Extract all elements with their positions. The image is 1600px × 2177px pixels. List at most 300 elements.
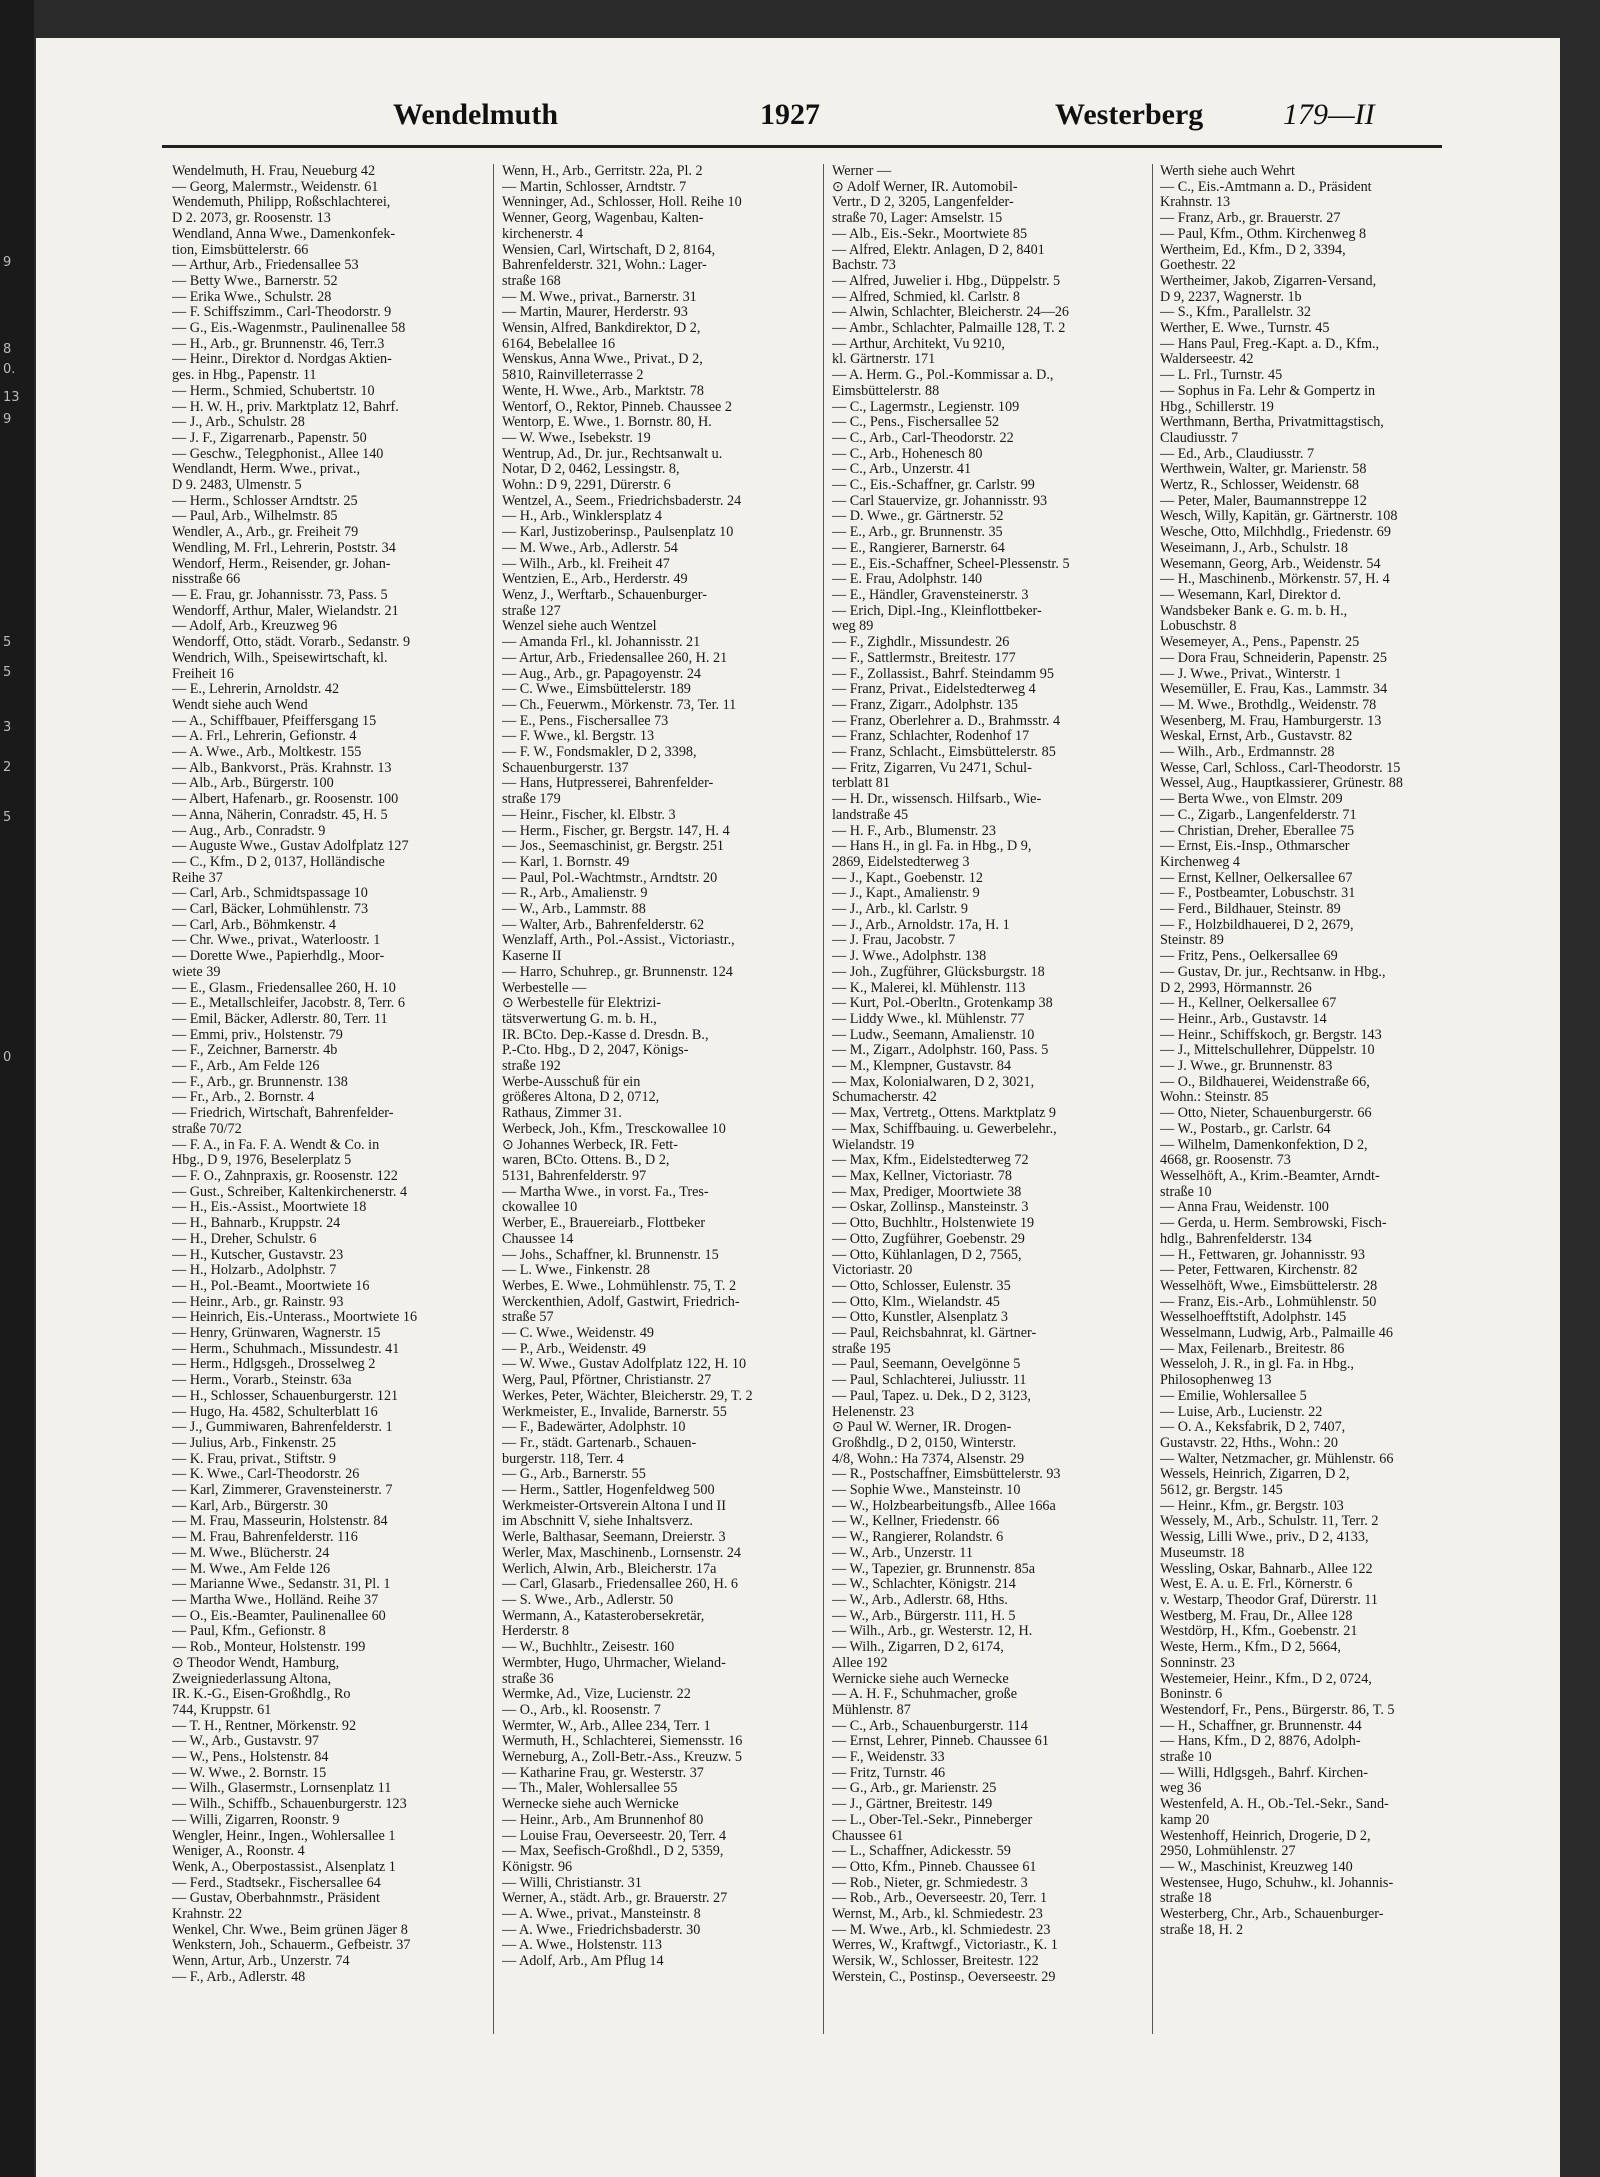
directory-entry-line: — F., Arb., Am Felde 126: [172, 1059, 320, 1075]
directory-entry-line: Wersik, W., Schlosser, Breitestr. 122: [832, 1954, 1039, 1970]
directory-entry-line: Großhdlg., D 2, 0150, Winterstr.: [832, 1435, 1016, 1451]
directory-entry-line: Hbg., D 9, 1976, Beselerplatz 5: [172, 1153, 352, 1169]
directory-entry-line: — Henry, Grünwaren, Wagnerstr. 15: [172, 1326, 381, 1342]
directory-entry-line: — J. F., Zigarrenarb., Papenstr. 50: [172, 430, 367, 446]
directory-entry-line: Wessels, Heinrich, Zigarren, D 2,: [1160, 1467, 1350, 1483]
directory-column-4: [1160, 164, 1475, 2034]
directory-entry-line: Weniger, A., Roonstr. 4: [172, 1844, 305, 1860]
directory-entry-line: — Max, Kolonialwaren, D 2, 3021,: [832, 1074, 1035, 1090]
directory-entry-line: — Alfred, Juwelier i. Hbg., Düppelstr. 5: [832, 273, 1061, 289]
directory-entry-line: — S. Wwe., Arb., Adlerstr. 50: [502, 1592, 674, 1608]
directory-entry-line: Werkes, Peter, Wächter, Bleicherstr. 29, T. 2: [502, 1388, 753, 1404]
directory-entry-line: P.-Cto. Hbg., D 2, 2047, Königs-: [502, 1043, 689, 1059]
directory-entry-line: — Geschw., Telegphonist., Allee 140: [172, 446, 384, 462]
directory-entry-line: — M. Wwe., privat., Barnerstr. 31: [502, 289, 697, 305]
directory-entry-line: — K., Malerei, kl. Mühlenstr. 113: [832, 980, 1026, 996]
directory-entry-line: Werkmeister, E., Invalide, Barnerstr. 55: [502, 1404, 727, 1420]
directory-entry-line: Wenzlaff, Arth., Pol.-Assist., Victoriastr.,: [502, 933, 735, 949]
directory-entry-line: — W., Arb., Adlerstr. 68, Hths.: [832, 1592, 1008, 1608]
directory-entry-line: — L., Schaffner, Adickesstr. 59: [832, 1844, 1011, 1860]
directory-entry-line: Wengler, Heinr., Ingen., Wohlersallee 1: [172, 1828, 396, 1844]
directory-entry-line: — M. Wwe., Arb., kl. Schmiedestr. 23: [832, 1922, 1051, 1938]
directory-entry-line: straße 57: [502, 1310, 554, 1326]
directory-entry-line: — Max, Kellner, Victoriastr. 78: [832, 1169, 1012, 1184]
directory-entry-line: — W., Arb., Bürgerstr. 111, H. 5: [832, 1608, 1016, 1624]
directory-entry-line: D 2. 2073, gr. Roosenstr. 13: [172, 211, 331, 227]
directory-entry-line: — Max, Seefisch-Großhdl., D 2, 5359,: [502, 1844, 724, 1860]
directory-entry-line: straße 10: [1160, 1184, 1212, 1200]
directory-entry-line: — A. Frl., Lehrerin, Gefionstr. 4: [172, 729, 357, 745]
directory-entry-line: Wente, H. Wwe., Arb., Marktstr. 78: [502, 383, 704, 399]
directory-entry-line: — Paul, Schlachterei, Juliusstr. 11: [832, 1373, 1027, 1389]
directory-entry-line: — Jos., Seemaschinist, gr. Bergstr. 251: [502, 839, 725, 855]
directory-entry-line: — E., Rangierer, Barnerstr. 64: [832, 540, 1005, 556]
directory-entry-line: — E., Arb., gr. Brunnenstr. 35: [832, 525, 1003, 541]
directory-entry-line: — G., Arb., gr. Marienstr. 25: [832, 1781, 997, 1797]
directory-entry-line: — Emmi, priv., Holstenstr. 79: [172, 1027, 343, 1043]
directory-entry-line: — A. Wwe., Holstenstr. 113: [502, 1938, 662, 1954]
directory-entry-line: straße 192: [502, 1059, 561, 1075]
spine-mark: 2: [3, 760, 12, 775]
directory-entry-line: — J., Arb., Schulstr. 28: [172, 415, 305, 431]
directory-entry-line: Kaserne II: [502, 949, 562, 965]
directory-entry-line: — H., Kutscher, Gustavstr. 23: [172, 1247, 344, 1263]
directory-entry-line: Wessig, Lilli Wwe., priv., D 2, 4133,: [1160, 1530, 1369, 1546]
directory-entry-line: — L. Wwe., Finkenstr. 28: [502, 1263, 650, 1279]
directory-entry-line: — M., Klempner, Gustavstr. 84: [832, 1059, 1012, 1075]
directory-entry-line: — Rob., Nieter, gr. Schmiedestr. 3: [832, 1875, 1028, 1891]
header-rule: [162, 145, 1442, 148]
directory-entry-line: Wensin, Alfred, Bankdirektor, D 2,: [502, 321, 701, 337]
directory-entry-line: Weskal, Ernst, Arb., Gustavstr. 82: [1160, 729, 1353, 745]
directory-entry-line: Werkmeister-Ortsverein Altona I und II: [502, 1498, 726, 1514]
directory-entry-line: — A. Wwe., Arb., Moltkestr. 155: [172, 745, 362, 761]
directory-entry-line: — Martha Wwe., Holländ. Reihe 37: [172, 1592, 379, 1608]
directory-entry-line: Reihe 37: [172, 870, 223, 886]
directory-entry-line: Werner, A., städt. Arb., gr. Brauerstr. 27: [502, 1891, 728, 1907]
directory-entry-line: — Franz, Arb., gr. Brauerstr. 27: [1160, 211, 1341, 227]
directory-entry-line: Schauenburgerstr. 137: [502, 760, 629, 776]
directory-entry-line: D 2, 2993, Hörmannstr. 26: [1160, 980, 1312, 996]
directory-entry-line: — Friedrich, Wirtschaft, Bahrenfelder-: [172, 1106, 394, 1122]
directory-entry-line: — F., Sattlermstr., Breitestr. 177: [832, 650, 1016, 666]
directory-entry-line: Wesselhöft, Wwe., Eimsbüttelerstr. 28: [1160, 1278, 1378, 1294]
directory-entry-line: — Herm., Sattler, Hogenfeldweg 500: [502, 1483, 715, 1499]
directory-entry-line: — M. Wwe., Am Felde 126: [172, 1561, 331, 1577]
directory-entry-line: Wermter, W., Arb., Allee 234, Terr. 1: [502, 1718, 711, 1734]
directory-entry-line: Wessely, M., Arb., Schulstr. 11, Terr. 2: [1160, 1514, 1379, 1530]
directory-entry-line: — K. Frau, privat., Stiftstr. 9: [172, 1451, 336, 1467]
directory-entry-line: — Arthur, Arb., Friedensallee 53: [172, 258, 359, 274]
directory-entry-line: ckowallee 10: [502, 1200, 578, 1216]
directory-entry-line: Wenskus, Anna Wwe., Privat., D 2,: [502, 352, 703, 368]
directory-entry-line: Wermke, Ad., Vize, Lucienstr. 22: [502, 1687, 691, 1703]
directory-entry-line: — Georg, Malermstr., Weidenstr. 61: [172, 179, 379, 195]
directory-entry-line: — J., Arb., kl. Carlstr. 9: [832, 902, 968, 918]
directory-entry-line: Werber, E., Brauereiarb., Flottbeker: [502, 1216, 706, 1232]
directory-entry-line: — T. H., Rentner, Mörkenstr. 92: [172, 1718, 357, 1734]
directory-entry-line: Boninstr. 6: [1160, 1687, 1223, 1703]
header-last-entry: Westerberg: [1055, 98, 1204, 131]
directory-entry-line: — Herm., Fischer, gr. Bergstr. 147, H. 4: [502, 823, 730, 839]
directory-entry-line: Helenenstr. 23: [832, 1404, 914, 1420]
directory-entry-line: — E., Glasm., Friedensallee 260, H. 10: [172, 980, 396, 996]
directory-entry-line: — Walter, Arb., Bahrenfelderstr. 62: [502, 917, 705, 933]
directory-entry-line: — Rob., Monteur, Holstenstr. 199: [172, 1640, 366, 1656]
directory-entry-line: — Louise Frau, Oeverseestr. 20, Terr. 4: [502, 1828, 727, 1844]
directory-entry-line: — Artur, Arb., Friedensallee 260, H. 21: [502, 650, 728, 666]
directory-entry-line: tätsverwertung G. m. b. H.,: [502, 1011, 657, 1027]
directory-entry-line: — J. Frau, Jacobstr. 7: [832, 933, 956, 949]
directory-entry-line: 5612, gr. Bergstr. 145: [1160, 1483, 1283, 1499]
directory-entry-line: Wentzien, E., Arb., Herderstr. 49: [502, 572, 688, 588]
directory-entry-line: 6164, Bebelallee 16: [502, 336, 616, 352]
directory-entry-line: Krahnstr. 22: [172, 1907, 243, 1923]
directory-entry-line: Wesemüller, E. Frau, Kas., Lammstr. 34: [1160, 682, 1388, 698]
directory-entry-line: Westenhoff, Heinrich, Drogerie, D 2,: [1160, 1828, 1371, 1844]
directory-entry-line: — C. Wwe., Weidenstr. 49: [502, 1326, 655, 1342]
directory-entry-line: — Heinr., Arb., Am Brunnenhof 80: [502, 1812, 704, 1828]
directory-entry-line: — R., Postschaffner, Eimsbüttelerstr. 93: [832, 1467, 1061, 1483]
directory-entry-line: — W., Kellner, Friedenstr. 66: [832, 1514, 1000, 1530]
directory-entry-line: — H., Holzarb., Adolphstr. 7: [172, 1263, 337, 1279]
directory-entry-line: — Adolf, Arb., Am Pflug 14: [502, 1954, 664, 1970]
directory-entry-line: — Franz, Zigarr., Adolphstr. 135: [832, 697, 1018, 713]
directory-entry-line: — F., Holzbildhauerei, D 2, 2679,: [1160, 917, 1354, 933]
directory-entry-line: — Amanda Frl., kl. Johannisstr. 21: [502, 635, 701, 651]
column-divider: [823, 164, 824, 2034]
directory-entry-line: Gustavstr. 22, Hths., Wohn.: 20: [1160, 1435, 1338, 1451]
directory-entry-line: — F., Arb., gr. Brunnenstr. 138: [172, 1074, 348, 1090]
directory-entry-line: — H., Eis.-Assist., Moortwiete 18: [172, 1200, 367, 1216]
directory-entry-line: Rathaus, Zimmer 31.: [502, 1106, 622, 1122]
directory-entry-line: — Herm., Hdlgsgeh., Drosselweg 2: [172, 1357, 376, 1373]
directory-entry-line: 2950, Lohmühlenstr. 27: [1160, 1844, 1296, 1860]
directory-entry-line: Wenninger, Ad., Schlosser, Holl. Reihe 10: [502, 195, 742, 211]
directory-entry-line: Wenz, J., Werftarb., Schauenburger-: [502, 587, 707, 603]
directory-entry-line: — H., Kellner, Oelkersallee 67: [1160, 996, 1337, 1012]
directory-entry-line: — Otto, Kfm., Pinneb. Chaussee 61: [832, 1859, 1037, 1875]
directory-entry-line: Wendorff, Otto, städt. Vorarb., Sedanstr. 9: [172, 635, 411, 651]
directory-entry-line: — Ernst, Lehrer, Pinneb. Chaussee 61: [832, 1734, 1049, 1750]
directory-entry-line: — Sophus in Fa. Lehr & Gompertz in: [1160, 383, 1376, 399]
directory-entry-line: Freiheit 16: [172, 666, 234, 682]
directory-entry-line: straße 18, H. 2: [1160, 1922, 1244, 1938]
directory-entry-line: — F. A., in Fa. F. A. Wendt & Co. in: [172, 1137, 380, 1153]
directory-entry-line: — W., Arb., Lammstr. 88: [502, 902, 646, 918]
directory-entry-line: Westemeier, Heinr., Kfm., D 2, 0724,: [1160, 1671, 1372, 1687]
directory-entry-line: — Oskar, Zollinsp., Mansteinstr. 3: [832, 1200, 1029, 1216]
directory-entry-line: — H., Fettwaren, gr. Johannisstr. 93: [1160, 1247, 1365, 1263]
directory-entry-line: — Otto, Kühlanlagen, D 2, 7565,: [832, 1247, 1022, 1263]
directory-entry-line: — Fr., Arb., 2. Bornstr. 4: [172, 1090, 315, 1106]
directory-entry-line: — Wilh., Arb., kl. Freiheit 47: [502, 556, 670, 572]
directory-entry-line: im Abschnitt V, siehe Inhaltsverz.: [502, 1514, 693, 1530]
directory-entry-line: Westendorf, Fr., Pens., Bürgerstr. 86, T. 5: [1160, 1702, 1395, 1718]
directory-entry-line: Werthwein, Walter, gr. Marienstr. 58: [1160, 462, 1367, 478]
directory-entry-line: Westdörp, H., Kfm., Goebenstr. 21: [1160, 1624, 1358, 1640]
directory-entry-line: Wertz, R., Schlosser, Weidenstr. 68: [1160, 478, 1360, 494]
directory-entry-line: — Gust., Schreiber, Kaltenkirchenerstr. 4: [172, 1184, 408, 1200]
directory-entry-line: Westensee, Hugo, Schuhw., kl. Johannis-: [1160, 1875, 1394, 1891]
directory-entry-line: — Franz, Oberlehrer a. D., Brahmsstr. 4: [832, 713, 1061, 729]
directory-entry-line: Wendemuth, Philipp, Roßschlachterei,: [172, 195, 391, 211]
directory-entry-line: — Erika Wwe., Schulstr. 28: [172, 289, 332, 305]
directory-entry-line: — C., Kfm., D 2, 0137, Holländische: [172, 854, 385, 870]
directory-entry-line: — Aug., Arb., gr. Papagoyenstr. 24: [502, 666, 702, 682]
directory-entry-line: — Willi, Christianstr. 31: [502, 1875, 642, 1891]
directory-entry-line: — Luise, Arb., Lucienstr. 22: [1160, 1404, 1323, 1420]
directory-entry-line: — C., Arb., Schauenburgerstr. 114: [832, 1718, 1028, 1734]
directory-entry-line: — J., Kapt., Goebenstr. 12: [832, 870, 983, 886]
header-first-entry: Wendelmuth: [393, 98, 559, 131]
directory-entry-line: — W., Schlachter, Königstr. 214: [832, 1577, 1016, 1593]
directory-entry-line: ⊙ Adolf Werner, IR. Automobil-: [832, 179, 1018, 195]
directory-entry-line: v. Westarp, Theodor Graf, Dürerstr. 11: [1160, 1592, 1378, 1608]
directory-entry-line: — Peter, Maler, Baumannstreppe 12: [1160, 493, 1367, 509]
directory-entry-line: weg 89: [832, 619, 874, 635]
directory-entry-line: — Hans H., in gl. Fa. in Hbg., D 9,: [832, 839, 1032, 855]
directory-entry-line: Werthmann, Bertha, Privatmittagstisch,: [1160, 415, 1384, 431]
directory-entry-line: — Wesemann, Karl, Direktor d.: [1160, 587, 1342, 603]
directory-entry-line: Wendlandt, Herm. Wwe., privat.,: [172, 462, 361, 478]
directory-entry-line: Wesenberg, M. Frau, Hamburgerstr. 13: [1160, 713, 1382, 729]
directory-entry-line: — W., Holzbearbeitungsfb., Allee 166a: [832, 1498, 1056, 1514]
directory-entry-line: — H. F., Arb., Blumenstr. 23: [832, 823, 996, 839]
directory-entry-line: Werbestelle —: [502, 980, 587, 996]
directory-entry-line: — Emilie, Wohlersallee 5: [1160, 1388, 1307, 1404]
directory-entry-line: — M. Wwe., Brothdlg., Weidenstr. 78: [1160, 697, 1377, 713]
column-divider: [1152, 164, 1153, 2034]
directory-entry-line: — H., Schaffner, gr. Brunnenstr. 44: [1160, 1718, 1362, 1734]
directory-entry-line: 2869, Eidelstedterweg 3: [832, 854, 970, 870]
directory-entry-line: — Hugo, Ha. 4582, Schulterblatt 16: [172, 1404, 378, 1420]
directory-entry-line: — F., Zollassist., Bahrf. Steindamm 95: [832, 666, 1054, 682]
directory-entry-line: Bahrenfelderstr. 321, Wohn.: Lager-: [502, 258, 707, 274]
spine-mark: 5: [3, 665, 12, 680]
directory-entry-line: — E., Händler, Gravensteinerstr. 3: [832, 587, 1029, 603]
directory-entry-line: straße 195: [832, 1341, 891, 1357]
directory-entry-line: — Berta Wwe., von Elmstr. 209: [1160, 792, 1343, 808]
directory-entry-line: — Christian, Dreher, Eberallee 75: [1160, 823, 1355, 839]
directory-entry-line: — W., Buchhltr., Zeisestr. 160: [502, 1640, 675, 1656]
directory-entry-line: Goethestr. 22: [1160, 258, 1236, 274]
spine-mark: 5: [3, 635, 12, 650]
directory-entry-line: — Anna Frau, Weidenstr. 100: [1160, 1200, 1329, 1216]
directory-entry-line: — C., Pens., Fischersallee 52: [832, 415, 1000, 431]
directory-entry-line: — A., Schiffbauer, Pfeiffersgang 15: [172, 713, 377, 729]
directory-entry-line: Wensien, Carl, Wirtschaft, D 2, 8164,: [502, 242, 716, 258]
directory-entry-line: IR. BCto. Dep.-Kasse d. Dresdn. B.,: [502, 1027, 709, 1043]
directory-entry-line: — Julius, Arb., Finkenstr. 25: [172, 1435, 336, 1451]
directory-entry-line: — Fritz, Zigarren, Vu 2471, Schul-: [832, 760, 1032, 776]
directory-entry-line: Wesseloh, J. R., in gl. Fa. in Hbg.,: [1160, 1357, 1354, 1373]
directory-entry-line: — J., Mittelschullehrer, Düppelstr. 10: [1160, 1043, 1375, 1059]
directory-entry-line: Werner —: [832, 164, 892, 179]
directory-entry-line: Victoriastr. 20: [832, 1263, 913, 1279]
directory-entry-line: — Karl, Arb., Bürgerstr. 30: [172, 1498, 328, 1514]
directory-entry-line: landstraße 45: [832, 807, 909, 823]
directory-entry-line: ges. in Hbg., Papenstr. 11: [172, 368, 317, 384]
directory-entry-line: Wielandstr. 19: [832, 1137, 915, 1153]
directory-entry-line: — C. Wwe., Eimsbüttelerstr. 189: [502, 682, 691, 698]
directory-entry-line: — J., Gummiwaren, Bahrenfelderstr. 1: [172, 1420, 393, 1436]
directory-entry-line: straße 70, Lager: Amselstr. 15: [832, 211, 1003, 227]
directory-entry-line: Wenzel siehe auch Wentzel: [502, 619, 657, 635]
directory-entry-line: Wesemann, Georg, Arb., Weidenstr. 54: [1160, 556, 1381, 572]
directory-entry-line: — Alwin, Schlachter, Bleicherstr. 24—26: [832, 305, 1070, 321]
directory-entry-line: straße 70/72: [172, 1121, 242, 1137]
directory-entry-line: Wendelmuth, H. Frau, Neueburg 42: [172, 164, 376, 179]
directory-entry-line: Wenkstern, Joh., Schauerm., Gefbeistr. 37: [172, 1938, 411, 1954]
directory-entry-line: — Ludw., Seemann, Amalienstr. 10: [832, 1027, 1035, 1043]
directory-entry-line: — Max, Feilenarb., Breitestr. 86: [1160, 1341, 1345, 1357]
directory-entry-line: — W., Maschinist, Kreuzweg 140: [1160, 1859, 1353, 1875]
directory-entry-line: Claudiusstr. 7: [1160, 430, 1239, 446]
directory-entry-line: Werbes, E. Wwe., Lohmühlenstr. 75, T. 2: [502, 1278, 737, 1294]
directory-entry-line: — C., Arb., Hohenesch 80: [832, 446, 983, 462]
directory-entry-line: nisstraße 66: [172, 572, 241, 588]
directory-entry-line: — Willi, Hdlgsgeh., Bahrf. Kirchen-: [1160, 1765, 1368, 1781]
directory-entry-line: Museumstr. 18: [1160, 1545, 1245, 1561]
directory-entry-line: Weste, Herm., Kfm., D 2, 5664,: [1160, 1640, 1341, 1656]
directory-entry-line: — Franz, Eis.-Arb., Lohmühlenstr. 50: [1160, 1294, 1377, 1310]
directory-entry-line: — Heinr., Fischer, kl. Elbstr. 3: [502, 807, 676, 823]
directory-entry-line: — O., Bildhauerei, Weidenstraße 66,: [1160, 1074, 1370, 1090]
directory-entry-line: — Ernst, Kellner, Oelkersallee 67: [1160, 870, 1353, 886]
directory-entry-line: Werbe-Ausschuß für ein: [502, 1074, 641, 1090]
page-number: 179—II: [1283, 98, 1375, 131]
directory-entry-line: — Aug., Arb., Conradstr. 9: [172, 823, 326, 839]
directory-entry-line: Wendrich, Wilh., Speisewirtschaft, kl.: [172, 650, 388, 666]
directory-entry-line: D 9, 2237, Wagnerstr. 1b: [1160, 289, 1302, 305]
directory-entry-line: — M., Zigarr., Adolphstr. 160, Pass. 5: [832, 1043, 1049, 1059]
directory-entry-line: — Herm., Schuhmach., Missundestr. 41: [172, 1341, 400, 1357]
directory-entry-line: — Max, Vertretg., Ottens. Marktplatz 9: [832, 1106, 1056, 1122]
directory-entry-line: — F., Arb., Adlerstr. 48: [172, 1969, 306, 1985]
directory-entry-line: Wesselhöft, A., Krim.-Beamter, Arndt-: [1160, 1169, 1380, 1184]
directory-entry-line: — F., Zighdlr., Missundestr. 26: [832, 635, 1010, 651]
directory-entry-line: wiete 39: [172, 964, 221, 980]
directory-entry-line: — Emil, Bäcker, Adlerstr. 80, Terr. 11: [172, 1011, 388, 1027]
directory-entry-line: — W. Wwe., Gustav Adolfplatz 122, H. 10: [502, 1357, 747, 1373]
directory-entry-line: — J., Arb., Arnoldstr. 17a, H. 1: [832, 917, 1010, 933]
spine-mark: 3: [3, 720, 12, 735]
directory-entry-line: — Otto, Zugführer, Goebenstr. 29: [832, 1231, 1025, 1247]
directory-entry-line: — Paul, Kfm., Gefionstr. 8: [172, 1624, 326, 1640]
directory-entry-line: — Th., Maler, Wohlersallee 55: [502, 1781, 678, 1797]
directory-entry-line: Lobuschstr. 8: [1160, 619, 1237, 635]
directory-entry-line: — Alb., Eis.-Sekr., Moortwiete 85: [832, 226, 1028, 242]
spine-mark: 5: [3, 810, 12, 825]
directory-entry-line: — Max, Prediger, Moortwiete 38: [832, 1184, 1022, 1200]
directory-column-2: [502, 164, 817, 2034]
directory-entry-line: — Alb., Bankvorst., Präs. Krahnstr. 13: [172, 760, 392, 776]
directory-entry-line: — Dora Frau, Schneiderin, Papenstr. 25: [1160, 650, 1387, 666]
directory-entry-line: — E. Frau, Adolphstr. 140: [832, 572, 983, 588]
directory-entry-line: — Arthur, Architekt, Vu 9210,: [832, 336, 1005, 352]
directory-entry-line: — Ferd., Bildhauer, Steinstr. 89: [1160, 902, 1341, 918]
directory-entry-line: Weseimann, J., Arb., Schulstr. 18: [1160, 540, 1349, 556]
directory-entry-line: straße 168: [502, 273, 561, 289]
directory-column-1: [172, 164, 487, 2034]
directory-entry-line: — Alb., Arb., Bürgerstr. 100: [172, 776, 334, 792]
directory-entry-line: Vertr., D 2, 3205, Langenfelder-: [832, 195, 1014, 211]
directory-entry-line: — H. W. H., priv. Marktplatz 12, Bahrf.: [172, 399, 399, 415]
directory-entry-line: — Ferd., Stadtsekr., Fischersallee 64: [172, 1875, 381, 1891]
spine-mark: 0: [3, 1050, 12, 1065]
directory-entry-line: Wernecke siehe auch Wernicke: [502, 1797, 679, 1813]
directory-entry-line: straße 179: [502, 792, 561, 808]
directory-entry-line: Wentorf, O., Rektor, Pinneb. Chaussee 2: [502, 399, 732, 415]
directory-entry-line: burgerstr. 118, Terr. 4: [502, 1451, 624, 1467]
directory-entry-line: Sonninstr. 23: [1160, 1655, 1235, 1671]
directory-entry-line: Wesselmann, Ludwig, Arb., Palmaille 46: [1160, 1326, 1393, 1342]
directory-entry-line: — O., Arb., kl. Roosenstr. 7: [502, 1702, 661, 1718]
directory-entry-line: — Herm., Vorarb., Steinstr. 63a: [172, 1373, 352, 1389]
spine-mark: 8: [3, 342, 12, 357]
directory-entry-line: Königstr. 96: [502, 1859, 573, 1875]
directory-entry-line: — Liddy Wwe., kl. Mühlenstr. 77: [832, 1011, 1025, 1027]
directory-entry-line: — W., Postarb., gr. Carlstr. 64: [1160, 1121, 1331, 1137]
directory-entry-line: — H., Arb., Winklersplatz 4: [502, 509, 662, 525]
directory-entry-line: 5810, Rainvilleterrasse 2: [502, 368, 644, 384]
directory-entry-line: — Sophie Wwe., Mansteinstr. 10: [832, 1483, 1021, 1499]
directory-entry-line: — F., Weidenstr. 33: [832, 1750, 945, 1766]
directory-entry-line: — F. Wwe., kl. Bergstr. 13: [502, 729, 655, 745]
directory-entry-line: — Otto, Schlosser, Eulenstr. 35: [832, 1278, 1011, 1294]
directory-entry-line: — J., Kapt., Amalienstr. 9: [832, 886, 980, 902]
directory-entry-line: Werneburg, A., Zoll-Betr.-Ass., Kreuzw. 5: [502, 1750, 742, 1766]
directory-entry-line: — Heinr., Arb., gr. Rainstr. 93: [172, 1294, 344, 1310]
directory-entry-line: Wesch, Willy, Kapitän, gr. Gärtnerstr. 108: [1160, 509, 1398, 525]
directory-entry-line: — Chr. Wwe., privat., Waterloostr. 1: [172, 933, 381, 949]
directory-entry-line: — F. Schiffszimm., Carl-Theodorstr. 9: [172, 305, 392, 321]
directory-entry-line: kamp 20: [1160, 1812, 1210, 1828]
directory-entry-line: Wertheim, Ed., Kfm., D 2, 3394,: [1160, 242, 1346, 258]
directory-entry-line: — Carl, Arb., Böhmkenstr. 4: [172, 917, 336, 933]
directory-entry-line: Werg, Paul, Pförtner, Christianstr. 27: [502, 1373, 712, 1389]
directory-entry-line: — Paul, Pol.-Wachtmstr., Arndtstr. 20: [502, 870, 718, 886]
directory-entry-line: — H. Dr., wissensch. Hilfsarb., Wie-: [832, 792, 1042, 808]
directory-entry-line: — E., Pens., Fischersallee 73: [502, 713, 669, 729]
directory-entry-line: — Alfred, Schmied, kl. Carlstr. 8: [832, 289, 1020, 305]
directory-entry-line: kl. Gärtnerstr. 171: [832, 352, 936, 368]
directory-entry-line: straße 36: [502, 1671, 554, 1687]
directory-entry-line: — W., Arb., Unzerstr. 11: [832, 1545, 973, 1561]
spine-mark: 9: [3, 255, 12, 270]
directory-entry-line: — F., Zeichner, Barnerstr. 4b: [172, 1043, 338, 1059]
directory-entry-line: — Joh., Zugführer, Glücksburgstr. 18: [832, 964, 1045, 980]
directory-entry-line: — H., Maschinenb., Mörkenstr. 57, H. 4: [1160, 572, 1390, 588]
directory-entry-line: weg 36: [1160, 1781, 1202, 1797]
directory-entry-line: — Fritz, Turnstr. 46: [832, 1765, 946, 1781]
directory-entry-line: — W., Pens., Holstenstr. 84: [172, 1750, 329, 1766]
directory-entry-line: — C., Arb., Carl-Theodorstr. 22: [832, 430, 1014, 446]
directory-entry-line: — J. Wwe., Privat., Winterstr. 1: [1160, 666, 1342, 682]
directory-entry-line: Wandsbeker Bank e. G. m. b. H.,: [1160, 603, 1348, 619]
directory-entry-line: — R., Arb., Amalienstr. 9: [502, 886, 648, 902]
directory-entry-line: — Hans, Hutpresserei, Bahrenfelder-: [502, 776, 714, 792]
directory-entry-line: — Kurt, Pol.-Oberltn., Grotenkamp 38: [832, 996, 1053, 1012]
directory-entry-line: — Karl, Justizoberinsp., Paulsenplatz 10: [502, 525, 734, 541]
directory-entry-line: — H., Dreher, Schulstr. 6: [172, 1231, 317, 1247]
directory-entry-line: — Dorette Wwe., Papierhdlg., Moor-: [172, 949, 385, 965]
directory-entry-line: — Martin, Maurer, Herderstr. 93: [502, 305, 688, 321]
directory-entry-line: — Paul, Seemann, Oevelgönne 5: [832, 1357, 1021, 1373]
directory-entry-line: — Gustav, Oberbahnmstr., Präsident: [172, 1891, 380, 1907]
directory-entry-line: — Auguste Wwe., Gustav Adolfplatz 127: [172, 839, 409, 855]
